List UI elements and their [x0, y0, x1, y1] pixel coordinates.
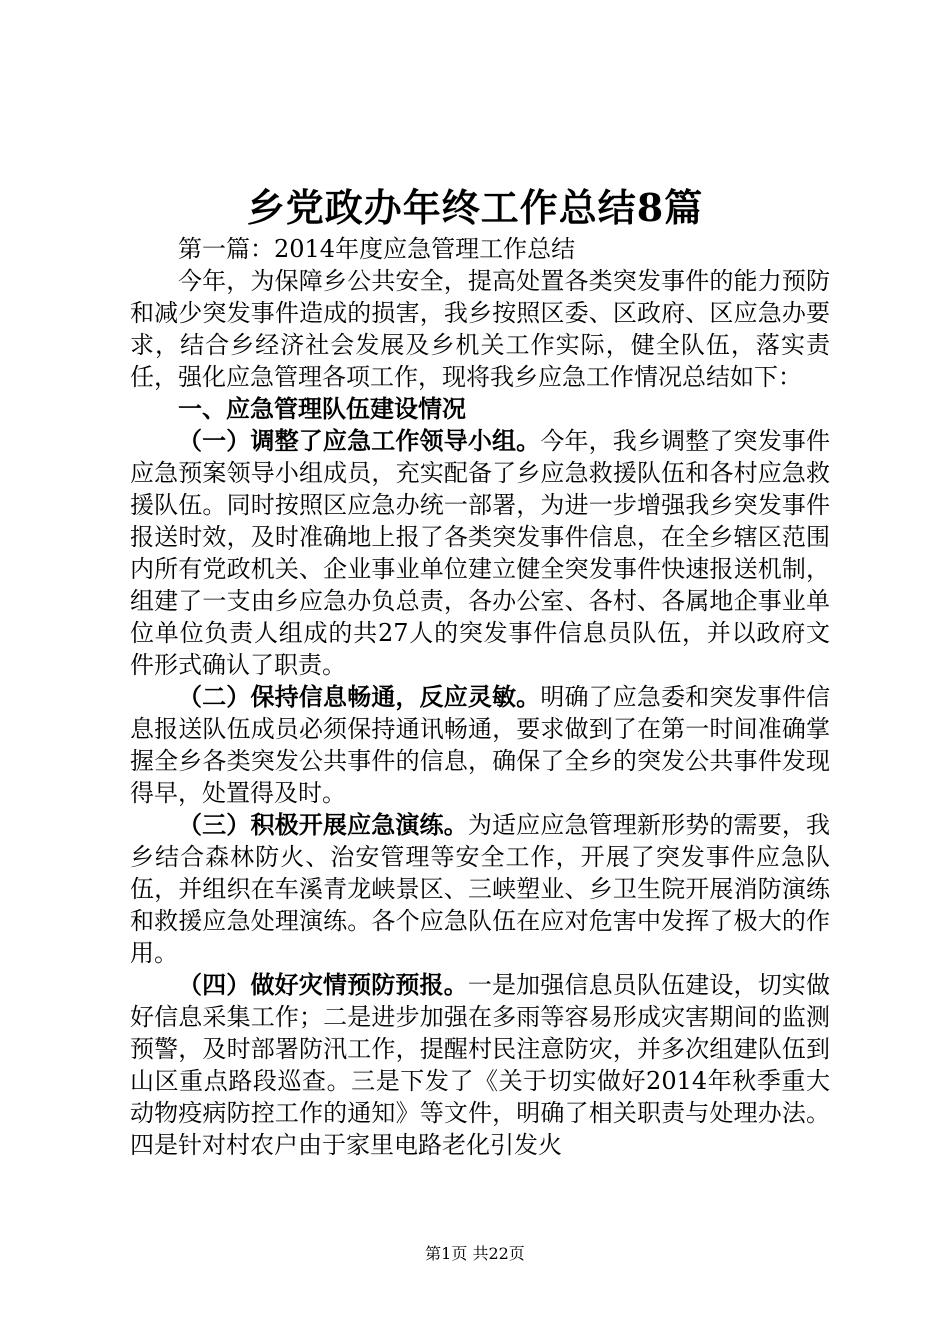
item-lead: （三）积极开展应急演练。	[178, 811, 468, 839]
item-lead: （一）调整了应急工作领导小组。	[178, 427, 541, 455]
item-text: 明确了应急委和突发事件信息报送队伍成员必须保持通讯畅通，要求做到了在第一时间准确掌握全乡各类突发公共事件的信息，确保了全乡的突发公共事件发现得早，处置得及时。	[130, 683, 831, 807]
paragraph-item-1	[130, 425, 830, 681]
item-text: 一是加强信息员队伍建设，切实做好信息采集工作；二是进步加强在多雨等容易形成灾害期间的监测预警，及时部署防汛工作，提醒村民注意防灾，并多次组建队伍到山区重点路段巡查。三是下发了《关于切实做好2014年秋季重大动物疫病防控工作的通知》等文件，明确了相关职责与处理办法。四是针对村农户由于家里电路老化引发火	[130, 971, 831, 1159]
item-lead: （四）做好灾情预防预报。	[178, 971, 468, 999]
paragraph-item-2	[130, 681, 830, 809]
section-heading: 一、应急管理队伍建设情况	[178, 395, 466, 423]
item-text: 今年，我乡调整了突发事件应急预案领导小组成员，充实配备了乡应急救援队伍和各村应急救援队伍。同时按照区应急办统一部署，为进一步增强我乡突发事件报送时效，及时准确地上报了各类突发事件信息，在全乡辖区范围内所有党政机关、企业事业单位建立健全突发事件快速报送机制，组建了一支由乡应急办负总责，各办公室、各村、各属地企事业单位单位负责人组成的共27人的突发事件信息员队伍，并以政府文件形式确认了职责。	[130, 427, 831, 679]
chapter-subtitle: 第一篇：2014年度应急管理工作总结	[178, 235, 576, 263]
document-title: 乡党政办年终工作总结8篇	[246, 185, 704, 230]
intro-paragraph: 今年，为保障乡公共安全，提高处置各类突发事件的能力预防和减少突发事件造成的损害，我乡按照区委、区政府、区应急办要求，结合乡经济社会发展及乡机关工作实际，健全队伍，落实责任，强化应急管理各项工作，现将我乡应急工作情况总结如下：	[130, 267, 830, 391]
document-body	[130, 233, 830, 1161]
page-number-footer: 第1页 共22页	[425, 1244, 525, 1263]
item-text: 为适应应急管理新形势的需要，我乡结合森林防火、治安管理等安全工作，开展了突发事件应急队伍，并组织在车溪青龙峡景区、三峡塑业、乡卫生院开展消防演练和救援应急处理演练。各个应急队伍在应对危害中发挥了极大的作用。	[130, 811, 831, 967]
paragraph-item-3	[130, 809, 830, 969]
item-lead: （二）保持信息畅通，反应灵敏。	[178, 683, 541, 711]
paragraph-item-4	[130, 969, 830, 1161]
